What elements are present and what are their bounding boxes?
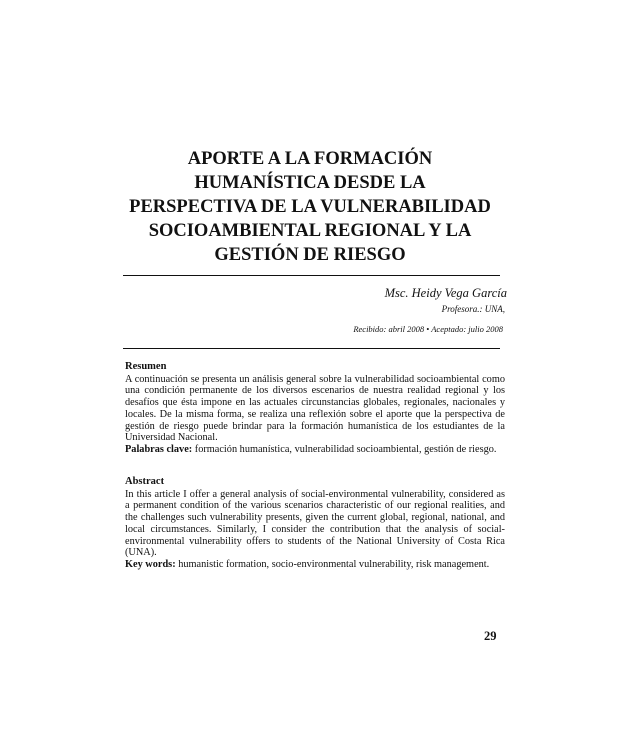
author-name: Msc. Heidy Vega García (384, 286, 507, 300)
author-affiliation: Profesora.: UNA, (441, 304, 505, 314)
received-accepted-dates: Recibido: abril 2008 • Aceptado: julio 2008 (353, 324, 503, 334)
key-words (125, 559, 505, 571)
top-divider (123, 275, 500, 276)
resumen-section (125, 361, 505, 456)
palabras-clave-text: formación humanística, vulnerabilidad socioambiental, gestión de riesgo. (192, 443, 497, 455)
palabras-clave-label: Palabras clave: (125, 443, 193, 455)
page-number: 29 (484, 629, 497, 643)
title-line: PERSPECTIVA DE LA VULNERABILIDAD (129, 197, 491, 217)
title-line: HUMANÍSTICA DESDE LA (194, 173, 426, 193)
abstract-body: In this article I offer a general analysis of social-environmental vulnerability, considered as a permanent condition of the various scenarios characteristic of our regional realities, and the challenges such vulnerability presents, given the current global, regional, national, and local circumstances. Similarly, I consider the contribution that the analysis of social-environmental vulnerability offers to students of the National University of Costa Rica (UNA). (125, 488, 505, 559)
title-line: GESTIÓN DE RIESGO (214, 245, 406, 265)
title-line: SOCIOAMBIENTAL REGIONAL Y LA (148, 221, 472, 241)
palabras-clave (125, 444, 505, 456)
key-words-label: Key words: (125, 558, 176, 570)
key-words-text: humanistic formation, socio-environmental vulnerability, risk management. (175, 558, 490, 570)
abstract-heading: Abstract (125, 476, 165, 487)
abstract-section (125, 476, 505, 571)
resumen-heading: Resumen (125, 361, 167, 372)
bottom-divider (123, 348, 500, 349)
paper-title (100, 147, 520, 267)
resumen-body: A continuación se presenta un análisis general sobre la vulnerabilidad socioambiental como una condición permanente de los diversos escenarios de nuestra realidad regional y los desafíos que ésta impone en las actuales circunstancias globales, regionales, nacionales y locales. De la misma forma, se realiza una reflexión sobre el aporte que la perspectiva de gestión de riesgo puede brindar para la formación humanística de los estudiantes de la Universidad Nacional. (125, 373, 505, 444)
title-line: APORTE A LA FORMACIÓN (187, 149, 433, 169)
